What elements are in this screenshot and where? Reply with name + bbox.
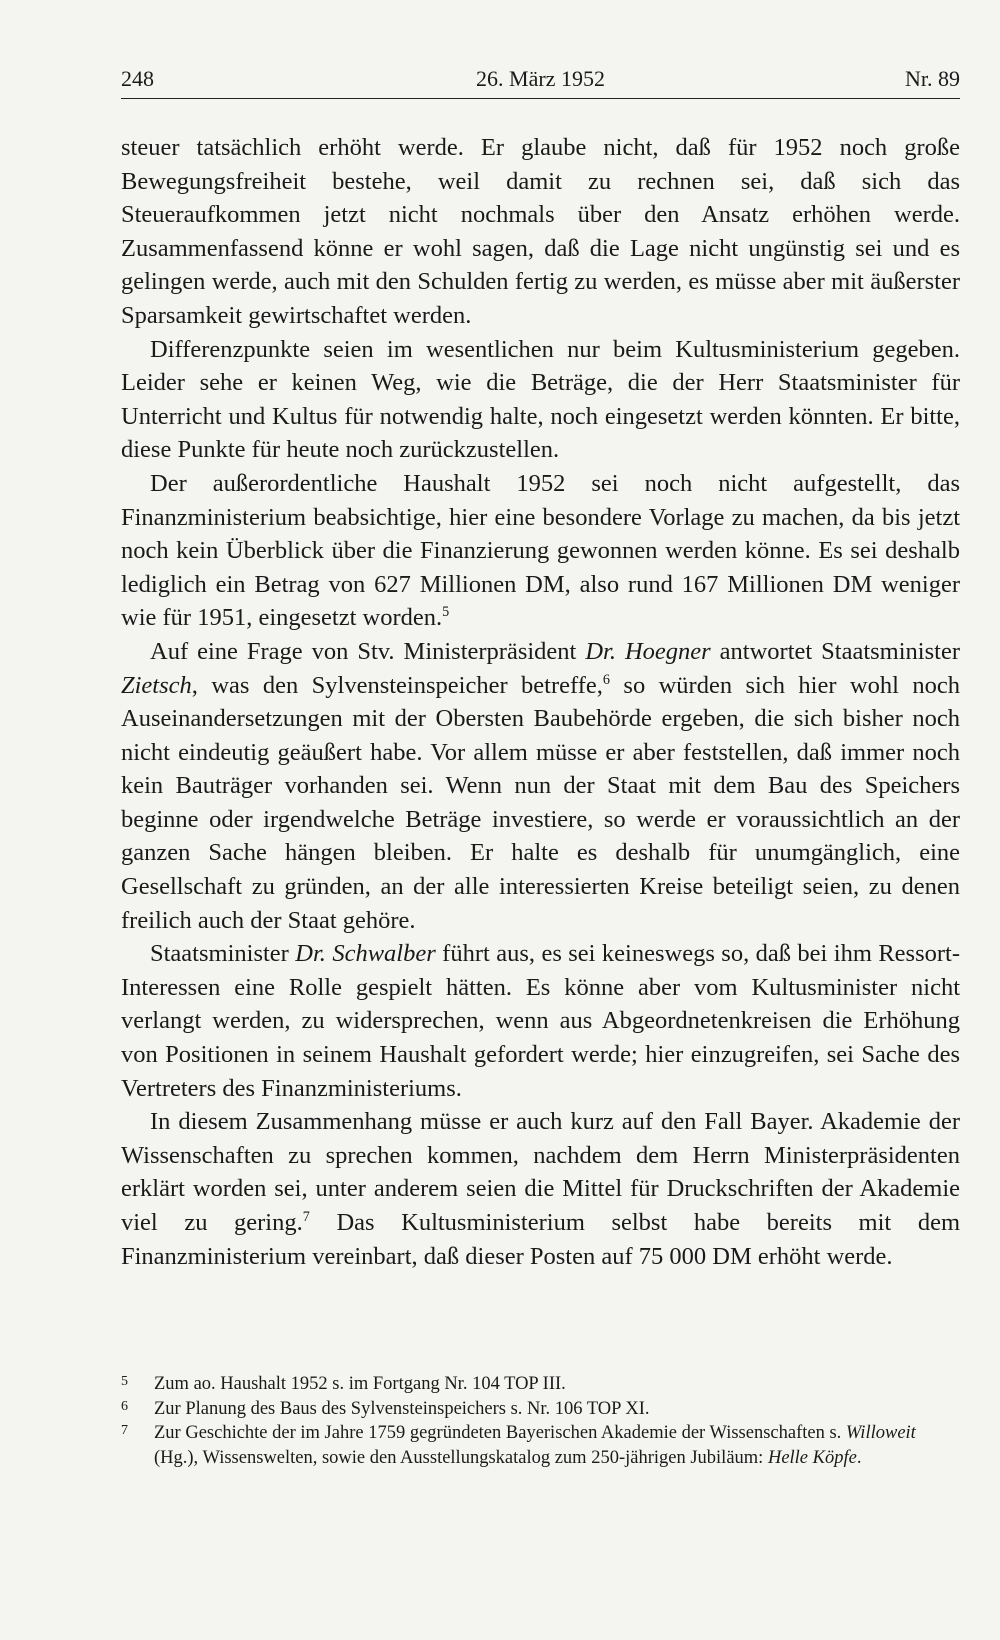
text-run: Differenzpunkte seien im wesentlichen nur beim Kultusministerium gegeben. Leider sehe er keinen Weg, wie die Beträge, die der Herr Staatsminister für Unterricht und Kultus für notwendig halte, noch eingesetzt werden könnten. Er bitte, diese Punkte für heute noch zurückzustellen. xyxy=(121,335,960,464)
footnote-ref: 6 xyxy=(602,671,610,688)
header-date: 26. März 1952 xyxy=(476,66,605,91)
text-run: Zum ao. Haushalt 1952 s. im Fortgang Nr. 104 TOP III. xyxy=(154,1374,566,1394)
body-text xyxy=(121,131,960,1273)
issue-number: Nr. 89 xyxy=(905,66,960,91)
person-name: Helle Köpfe xyxy=(767,1447,857,1468)
footnote xyxy=(121,1421,960,1470)
text-run: Auf eine Frage von Stv. Ministerpräsident xyxy=(150,637,586,665)
text-run: Staatsminister xyxy=(150,940,296,968)
person-name: Willoweit xyxy=(845,1423,916,1443)
footnote xyxy=(121,1397,960,1422)
page-number: 248 xyxy=(121,66,154,91)
text-run: so würden sich hier wohl noch Auseinandersetzungen mit der Obersten Baubehörde ergeben, die sich bisher noch nicht eindeutig geäußert habe. Vor allem müsse er aber feststellen, daß immer noch kein Bauträger vorhanden sei. Wenn nun der Staat mit dem Bau des Speichers beginne oder irgendwelche Beträge investiere, so werde er voraussichtlich an der ganzen Sache hängen bleiben. Er halte es deshalb für unumgänglich, eine Gesellschaft zu gründen, an der alle interessierten Kreise beteiligt seien, zu denen freilich auch der Staat gehöre. xyxy=(121,671,960,934)
body-paragraph xyxy=(121,333,960,467)
footnote-number: 6 xyxy=(121,1398,128,1414)
footnote-number: 7 xyxy=(121,1423,128,1438)
running-header xyxy=(121,60,960,99)
text-run: steuer tatsächlich erhöht werde. Er glaube nicht, daß für 1952 noch große Bewegungsfreiheit bestehe, weil damit zu rechnen sei, daß sich das Steueraufkommen jetzt nicht nochmals über den Ansatz erhöhen werde. Zusammenfassend könne er wohl sagen, daß die Lage nicht ungünstig sei und es gelingen werde, auch mit den Schulden fertig zu werden, es müsse aber mit äußerster Sparsamkeit gewirtschaftet werden. xyxy=(121,134,960,329)
text-run: Der außerordentliche Haushalt 1952 sei noch nicht aufgestellt, das Finanzministerium beabsichtige, hier eine besondere Vorlage zu machen, da bis jetzt noch kein Überblick über die Finanzierung gewonnen werden könne. Es sei deshalb lediglich ein Betrag von 627 Millionen DM, also rund 167 Millionen DM weniger wie für 1951, eingesetzt worden. xyxy=(121,469,960,632)
person-name: Dr. Hoegner xyxy=(585,637,711,665)
person-name: Zietsch xyxy=(121,671,192,699)
text-run: In diesem Zusammenhang müsse er auch kurz auf den Fall Bayer. Akademie der Wissenschaften zu sprechen kommen, nachdem dem Herrn Ministerpräsidenten erklärt worden sei, unter anderem seien die Mittel für Druckschriften der Akademie viel zu gering. xyxy=(121,1108,960,1236)
footnote-ref: 7 xyxy=(302,1208,310,1225)
footnote xyxy=(121,1372,960,1397)
text-run: führt aus, es sei keineswegs so, daß bei ihm Ressort-Interessen eine Rolle gespielt hätten. Es könne aber vom Kultusminister nicht verlangt werden, zu widersprechen, wenn aus Abgeordnetenkreisen die Erhöhung von Positionen in seinem Haushalt gefordert werde; hier einzugreifen, sei Sache des Vertreters des Finanzministeriums. xyxy=(121,940,960,1102)
body-paragraph xyxy=(121,635,960,937)
body-paragraph xyxy=(121,467,960,635)
person-name: Dr. Schwalber xyxy=(295,940,436,968)
text-run: . xyxy=(856,1447,862,1468)
footnotes xyxy=(121,1372,960,1470)
footnote-ref: 5 xyxy=(442,604,450,621)
body-paragraph xyxy=(121,1105,960,1273)
text-run: Zur Geschichte der im Jahre 1759 gegründeten Bayerischen Akademie der Wissenschaften s. xyxy=(154,1423,846,1443)
text-run: antwortet Staatsminister xyxy=(710,637,960,665)
body-paragraph xyxy=(121,131,960,333)
text-run: Das Kultusministerium selbst habe bereits mit dem Finanzministerium vereinbart, daß dieser Posten auf 75 000 DM erhöht werde. xyxy=(121,1209,960,1270)
text-run: Zur Planung des Baus des Sylvensteinspeichers s. Nr. 106 TOP XI. xyxy=(154,1398,650,1419)
text-run: (Hg.), Wissenswelten, sowie den Ausstellungskatalog zum 250-jährigen Jubiläum: xyxy=(154,1447,768,1468)
footnote-number: 5 xyxy=(121,1374,128,1389)
text-run: , was den Sylvensteinspeicher betreffe, xyxy=(191,671,603,699)
body-paragraph xyxy=(121,937,960,1105)
